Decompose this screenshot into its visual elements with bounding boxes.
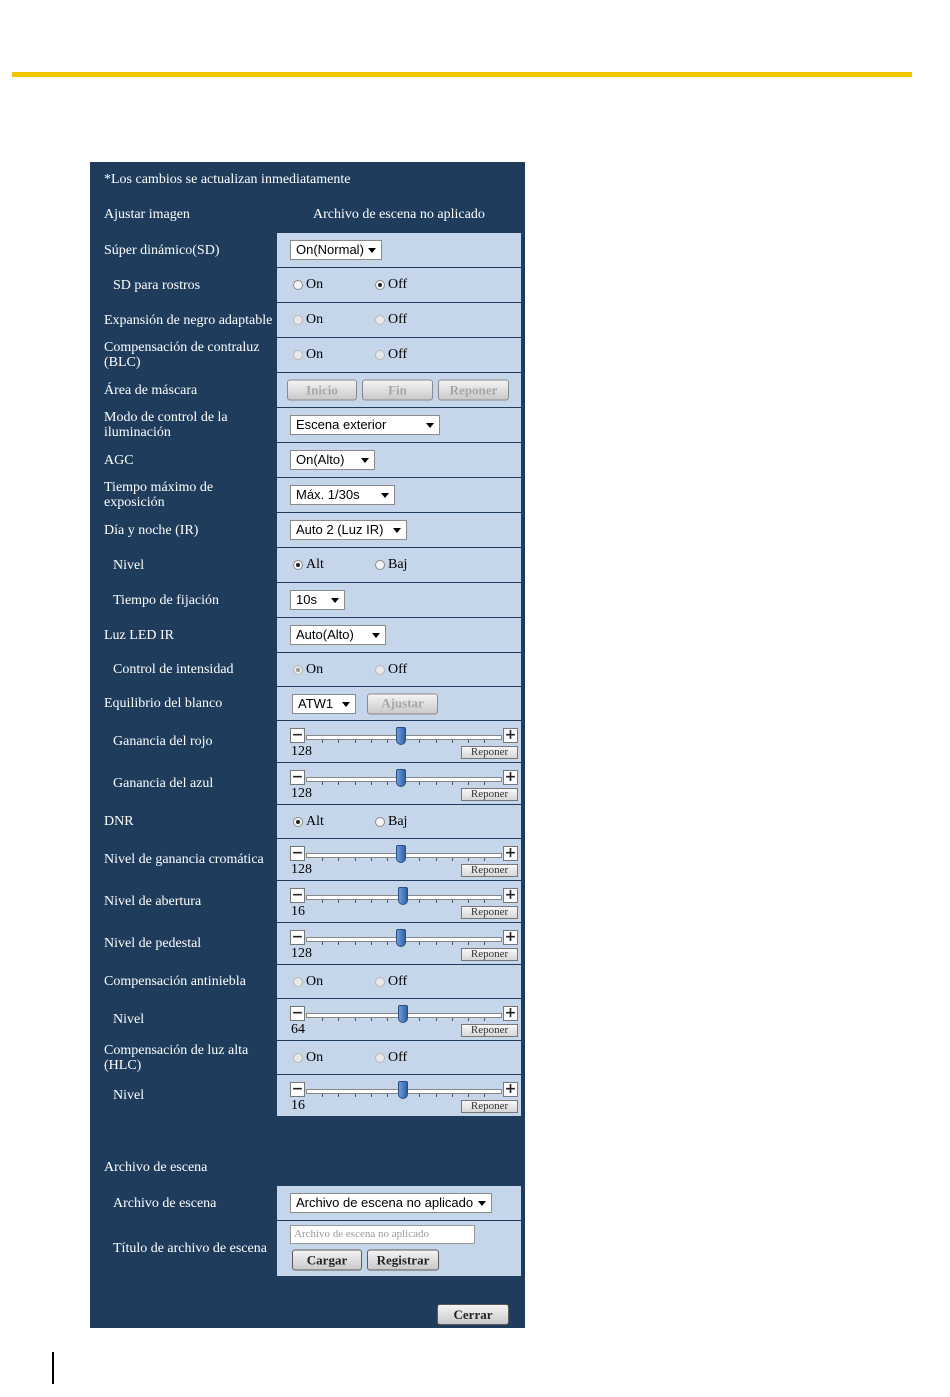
page-title: Ajustar imagen [104,207,190,222]
slider-tick [484,1018,485,1021]
row-white-balance [90,687,523,720]
row-blue-gain [90,763,523,804]
slider-tick [484,782,485,785]
radio-icon [375,817,385,827]
slider-value: 128 [291,946,312,961]
row-light-control [90,408,523,442]
radio-selected-icon [293,665,303,675]
defog-on-radio[interactable]: On [293,974,323,990]
light-mode-select[interactable]: Escena exterior [290,415,440,435]
slider-tick [338,900,339,903]
sd-faces-off-radio[interactable]: Off [375,277,407,293]
slider-reset-button[interactable]: Reponer [461,746,518,759]
slider-tick [436,782,437,785]
scene-file-select[interactable]: Archivo de escena no aplicado [290,1193,492,1213]
scene-section-header [91,1151,523,1185]
slider-tick [355,900,356,903]
mask-start-button[interactable]: Inicio [287,380,357,401]
minus-icon[interactable]: − [291,727,304,743]
aperture-slider[interactable] [290,886,518,918]
slider-value: 16 [291,1098,305,1113]
slider-tick [468,942,469,945]
scene-title-input[interactable]: Archivo de escena no aplicado [290,1225,475,1244]
slider-tick [371,782,372,785]
row-fix-time [90,583,523,617]
notice-text: *Los cambios se actualizan inmediatamente [104,172,351,187]
slider-value: 16 [291,904,305,919]
slider-tick [371,1094,372,1097]
radio-selected-icon [293,560,303,570]
slider-tick [452,782,453,785]
row-agc [90,443,523,477]
slider-tick [322,782,323,785]
label: Archivo de escena [91,1186,276,1220]
row-super-dynamic [90,233,523,267]
blc-on-radio[interactable]: On [293,347,323,363]
slider-tick [468,740,469,743]
row-max-exposure [90,478,523,512]
label: Modo de control de la iluminación [91,408,276,442]
plus-icon[interactable]: + [504,887,517,903]
slider-reset-button[interactable]: Reponer [461,788,518,801]
slider-tick [387,1094,388,1097]
slider-tick [322,1018,323,1021]
header-accent-bar [12,72,912,77]
header-row [91,198,523,232]
label: Nivel [91,999,276,1040]
label: Luz LED IR [91,618,276,652]
defog-level-slider[interactable] [290,1004,518,1036]
slider-tick [452,900,453,903]
slider-thumb[interactable] [396,845,406,863]
chevron-down-icon [381,493,389,498]
minus-icon[interactable]: − [291,769,304,785]
image-adjust-panel [90,162,525,1328]
plus-icon[interactable]: + [504,1005,517,1021]
label: AGC [91,443,276,477]
slider-tick [322,858,323,861]
slider-tick [355,1094,356,1097]
chevron-down-icon [478,1201,486,1206]
slider-thumb[interactable] [396,727,406,745]
radio-icon [375,977,385,987]
pedestal-slider[interactable] [290,928,518,960]
plus-icon[interactable]: + [504,845,517,861]
slider-tick [452,740,453,743]
slider-tick [484,900,485,903]
slider-reset-button[interactable]: Reponer [461,864,518,877]
close-button[interactable]: Cerrar [437,1304,509,1325]
slider-tick [436,900,437,903]
slider-tick [484,942,485,945]
slider-tick [338,740,339,743]
slider-tick [338,942,339,945]
slider-tick [484,1094,485,1097]
slider-tick [468,1094,469,1097]
slider-tick [355,942,356,945]
row-defog [90,965,523,998]
chevron-down-icon [342,702,350,707]
slider-tick [387,1018,388,1021]
slider-tick [338,858,339,861]
fix-time-select[interactable]: 10s [290,590,345,610]
label: DNR [91,805,276,838]
row-intensity [90,653,523,686]
label: Nivel de abertura [91,881,276,922]
label: Ganancia del azul [91,763,276,804]
label: Compensación de contraluz (BLC) [91,338,276,372]
row-scene-file [90,1186,523,1220]
label: Área de máscara [91,373,276,407]
slider-thumb[interactable] [396,929,406,947]
black-exp-off-radio[interactable]: Off [375,312,407,328]
hlc-level-slider[interactable] [290,1080,518,1112]
plus-icon[interactable]: + [504,929,517,945]
chevron-down-icon [393,528,401,533]
radio-icon [293,280,303,290]
slider-tick [338,1094,339,1097]
label: Compensación de luz alta (HLC) [91,1041,276,1074]
intensity-off-radio[interactable]: Off [375,662,407,678]
load-button[interactable]: Cargar [292,1250,362,1271]
ir-led-select[interactable]: Auto(Alto) [290,625,386,645]
slider-tick [419,942,420,945]
row-ir-led [90,618,523,652]
slider-tick [371,740,372,743]
minus-icon[interactable]: − [291,929,304,945]
slider-value: 64 [291,1022,305,1037]
row-mask-area [90,373,523,407]
slider-tick [371,858,372,861]
slider-tick [452,858,453,861]
slider-tick [322,942,323,945]
radio-icon [293,1053,303,1063]
white-balance-select[interactable]: ATW1 [292,694,356,714]
label: Nivel de pedestal [91,923,276,964]
row-day-night [90,513,523,547]
register-button[interactable]: Registrar [367,1250,439,1271]
chevron-down-icon [331,598,339,603]
slider-reset-button[interactable]: Reponer [461,906,518,919]
label: Nivel [91,1075,276,1116]
slider-value: 128 [291,862,312,877]
chevron-down-icon [372,633,380,638]
page-edge-mark [52,1352,54,1384]
slider-tick [419,1018,420,1021]
slider-tick [436,1018,437,1021]
label: Día y noche (IR) [91,513,276,547]
minus-icon[interactable]: − [291,845,304,861]
level-low-radio[interactable]: Baj [375,557,407,573]
slider-thumb[interactable] [398,887,408,905]
mask-end-button[interactable]: Fin [362,380,433,401]
minus-icon[interactable]: − [291,1081,304,1097]
slider-tick [371,942,372,945]
slider-thumb[interactable] [398,1005,408,1023]
slider-reset-button[interactable]: Reponer [461,1100,518,1113]
slider-value: 128 [291,786,312,801]
row-scene-title [90,1221,523,1276]
row-black-expansion [90,303,523,337]
label: Tiempo máximo de exposición [91,478,276,512]
blue-gain-slider[interactable] [290,768,518,800]
slider-tick [387,858,388,861]
plus-icon[interactable]: + [504,727,517,743]
slider-thumb[interactable] [398,1081,408,1099]
radio-icon [375,315,385,325]
slider-tick [387,942,388,945]
radio-icon [293,977,303,987]
label: Expansión de negro adaptable [91,303,276,337]
day-night-select[interactable]: Auto 2 (Luz IR) [290,520,407,540]
dnr-low-radio[interactable]: Baj [375,814,407,830]
slider-tick [371,900,372,903]
mask-reset-button[interactable]: Reponer [438,380,509,401]
super-dynamic-select[interactable]: On(Normal) [290,240,382,260]
slider-tick [322,900,323,903]
row-dnr [90,805,523,838]
label: Tiempo de fijación [91,583,276,617]
radio-icon [375,665,385,675]
plus-icon[interactable]: + [504,769,517,785]
slider-tick [387,900,388,903]
slider-tick [419,858,420,861]
slider-tick [436,740,437,743]
agc-select[interactable]: On(Alto) [290,450,375,470]
slider-reset-button[interactable]: Reponer [461,948,518,961]
slider-value: 128 [291,744,312,759]
slider-tick [371,1018,372,1021]
radio-icon [293,315,303,325]
row-ir-level [90,548,523,582]
radio-selected-icon [375,280,385,290]
slider-tick [468,1018,469,1021]
slider-tick [419,782,420,785]
label: Control de intensidad [91,653,276,686]
chevron-down-icon [426,423,434,428]
slider-tick [355,858,356,861]
slider-tick [452,942,453,945]
label: SD para rostros [91,268,276,302]
white-balance-adjust-button[interactable]: Ajustar [367,693,438,714]
hlc-on-radio[interactable]: On [293,1050,323,1066]
row-pedestal [90,923,523,964]
minus-icon[interactable]: − [291,1005,304,1021]
plus-icon[interactable]: + [504,1081,517,1097]
slider-tick [322,1094,323,1097]
defog-off-radio[interactable]: Off [375,974,407,990]
radio-icon [375,1053,385,1063]
slider-tick [436,942,437,945]
row-hlc-level [90,1075,523,1116]
red-gain-slider[interactable] [290,726,518,758]
slider-reset-button[interactable]: Reponer [461,1024,518,1037]
slider-tick [419,900,420,903]
slider-tick [468,858,469,861]
chevron-down-icon [361,458,369,463]
intensity-on-radio[interactable]: On [293,662,323,678]
slider-thumb[interactable] [396,769,406,787]
row-hlc [90,1041,523,1074]
row-sd-faces [90,268,523,302]
dnr-high-radio[interactable]: Alt [293,814,324,830]
row-red-gain [90,721,523,762]
slider-tick [468,782,469,785]
minus-icon[interactable]: − [291,887,304,903]
label: Compensación antiniebla [91,965,276,998]
hlc-off-radio[interactable]: Off [375,1050,407,1066]
blc-off-radio[interactable]: Off [375,347,407,363]
scene-status: Archivo de escena no aplicado [313,207,485,222]
label: Ganancia del rojo [91,721,276,762]
slider-tick [419,1094,420,1097]
black-exp-on-radio[interactable]: On [293,312,323,328]
row-defog-level [90,999,523,1040]
slider-tick [387,740,388,743]
radio-icon [375,560,385,570]
slider-tick [419,740,420,743]
notice-row [91,163,523,197]
label: Nivel de ganancia cromática [91,839,276,880]
slider-tick [484,858,485,861]
label: Título de archivo de escena [91,1221,276,1276]
slider-tick [355,782,356,785]
max-exposure-select[interactable]: Máx. 1/30s [290,485,395,505]
label: Súper dinámico(SD) [91,233,276,267]
slider-tick [468,900,469,903]
chroma-gain-slider[interactable] [290,844,518,876]
slider-tick [322,740,323,743]
label: Nivel [91,548,276,582]
level-high-radio[interactable]: Alt [293,557,324,573]
slider-tick [452,1018,453,1021]
slider-tick [436,858,437,861]
slider-tick [355,1018,356,1021]
radio-icon [293,350,303,360]
chevron-down-icon [368,248,376,253]
radio-icon [375,350,385,360]
row-blc [90,338,523,372]
slider-tick [436,1094,437,1097]
slider-tick [452,1094,453,1097]
slider-tick [338,1018,339,1021]
slider-tick [484,740,485,743]
row-aperture [90,881,523,922]
sd-faces-on-radio[interactable]: On [293,277,323,293]
row-chroma-gain [90,839,523,880]
scene-section-title: Archivo de escena [104,1160,208,1175]
slider-tick [338,782,339,785]
slider-tick [355,740,356,743]
slider-tick [387,782,388,785]
radio-selected-icon [293,817,303,827]
label: Equilibrio del blanco [91,687,276,720]
